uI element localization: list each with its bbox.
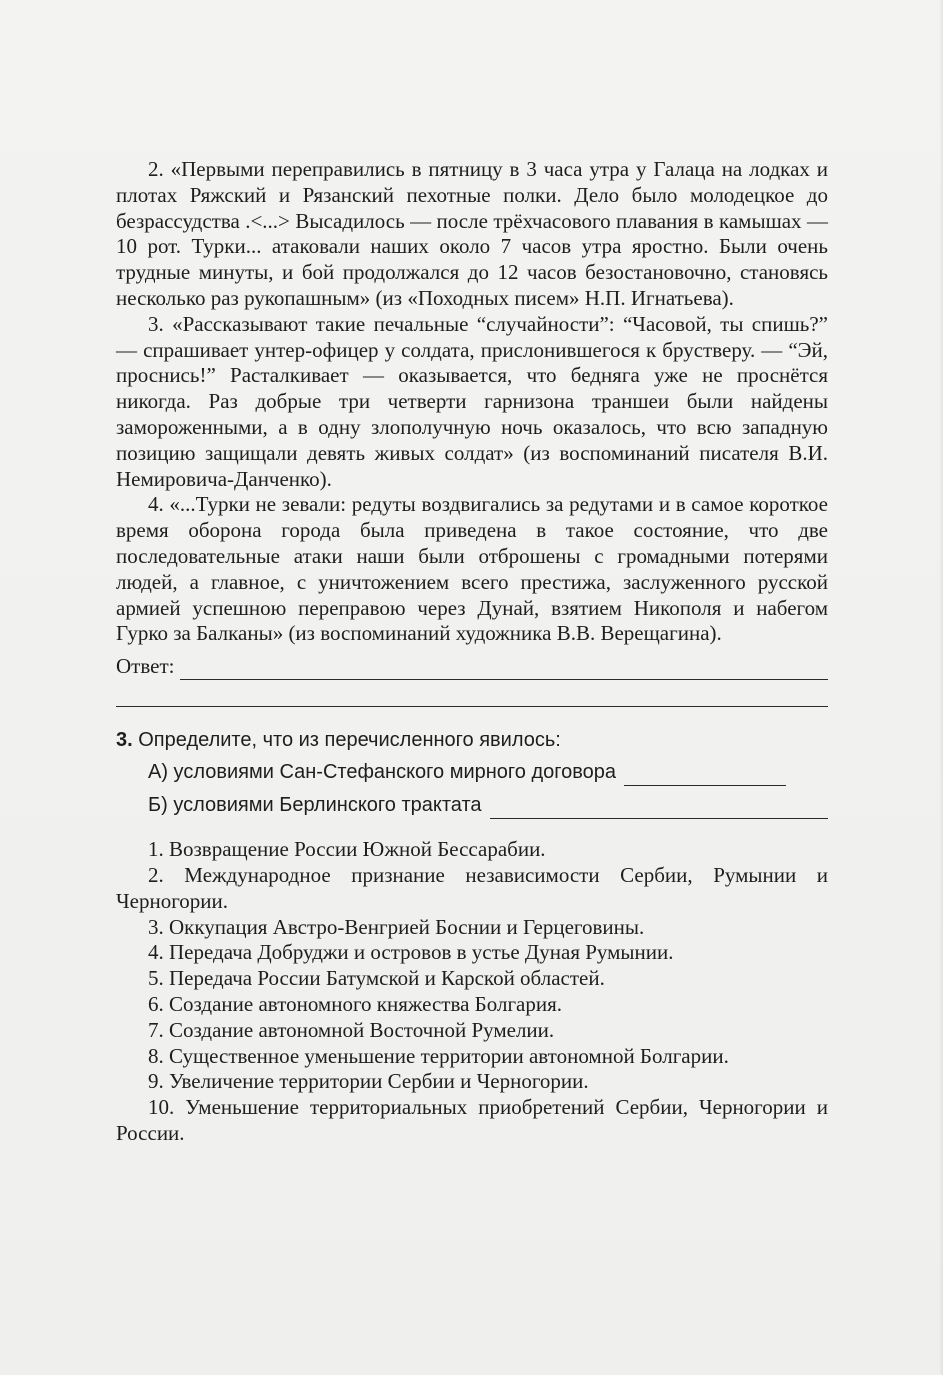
quote-paragraph-4: 4. «...Турки не зевали: редуты воздвигались за редутами и в самое короткое время оборона города была приведена в такое состояние, что две последовательные атаки наши были отброшены с громадными потерями людей, а главное, с уничтожением всего престижа, заслуженного русской армией успешною переправою через Дунай, взятием Никополя и набегом Гурко за Балканы» (из воспоминаний художника В.В. Верещагина). [116,492,828,646]
answer-label: Ответ: [116,654,175,679]
page-content [116,157,828,1147]
task-prompt: Определите, что из перечисленного явилось: [138,729,561,752]
scan-edge-shadow [939,0,943,1375]
task-3-heading [116,727,828,753]
list-item: 1. Возвращение России Южной Бессарабии. [148,837,546,862]
list-item: 9. Увеличение территории Сербии и Черногории. [148,1069,589,1094]
list-item: 2. Международное признание независимости Сербии, Румынии и Черногории. [116,862,828,913]
answer-field-continuation[interactable] [116,680,828,707]
condition-a-row [116,753,828,786]
condition-a-label: А) условиями Сан-Стефанского мирного договора [148,761,616,784]
quote-paragraph-2: 2. «Первыми переправились в пятницу в 3 часа утра у Галаца на лодках и плотах Ряжский и Рязанский пехотные полки. Дело было молодецкое до безрассудства .<...> Высадилось — после трёхчасового плавания в камышах — 10 рот. Турки... атаковали наших около 7 часов утра яростно. Были очень трудные минуты, и бой продолжался до 12 часов безостановочно, становясь несколько раз рукопашным» (из «Походных писем» Н.П. Игнатьева). [116,157,828,310]
list-item: 5. Передача России Батумской и Карской областей. [148,966,605,991]
condition-b-row [116,786,828,819]
answer-field[interactable] [180,659,828,680]
condition-b-answer-field[interactable] [490,800,828,819]
list-item: 4. Передача Добруджи и островов в устье Дуная Румынии. [148,940,674,965]
list-item: 3. Оккупация Австро-Венгрией Боснии и Герцеговины. [148,914,645,939]
answer-row [116,654,828,680]
list-item: 7. Создание автономной Восточной Румелии. [148,1017,555,1042]
options-list [116,837,828,1147]
task-number: 3. [116,729,133,752]
list-item: 6. Создание автономного княжества Болгария. [148,991,563,1016]
list-item: 10. Уменьшение территориальных приобретений Сербии, Черногории и России. [116,1095,828,1145]
quote-paragraph-3: 3. «Рассказывают такие печальные “случайности”: “Часовой, ты спишь?” — спрашивает унтер-офицер у солдата, прислонившегося к брустверу. — “Эй, проснись!” Расталкивает — оказывается, что бедняга уже не проснётся никогда. Раз добрые три четверти гарнизона траншеи были найдены замороженными, а в одну злополучную ночь оказалось, что всю западную позицию защищали девять живых солдат» (из воспоминаний писателя В.И. Немировича-Данченко). [116,311,828,491]
condition-b-label: Б) условиями Берлинского трактата [148,794,482,817]
condition-a-answer-field[interactable] [624,767,786,786]
list-item: 8. Существенное уменьшение территории автономной Болгарии. [148,1043,729,1068]
